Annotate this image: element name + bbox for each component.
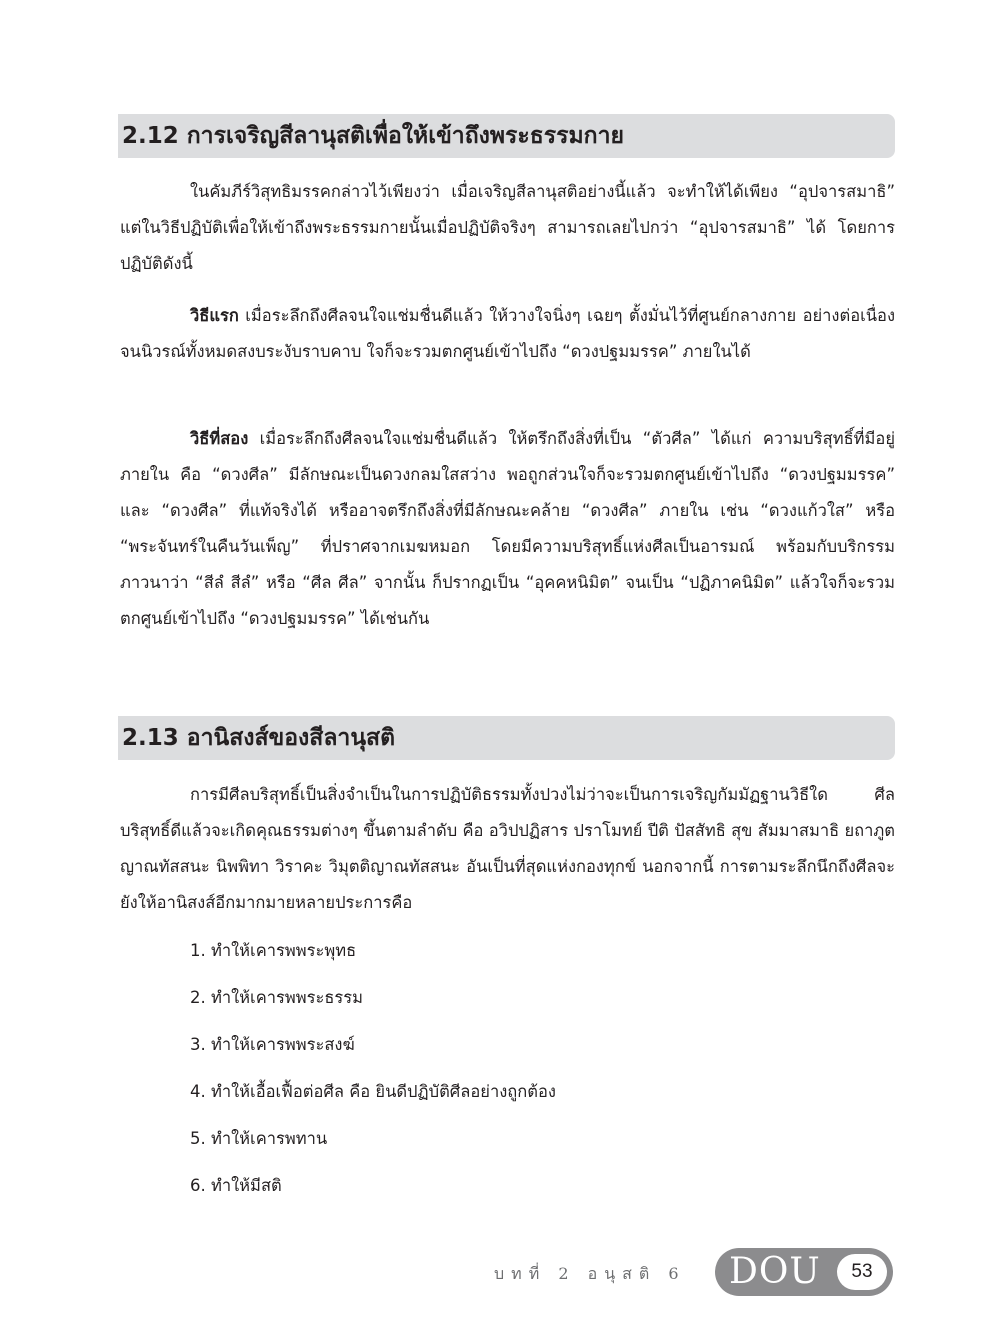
method-1-text: เมื่อระลึกถึงศีลจนใจแช่มชื่นดีแล้ว ให้วางใจนิ่งๆ เฉยๆ ตั้งมั่นไว้ที่ศูนย์กลางกาย อย่างต่อเนื่อง จนนิวรณ์ทั้งหมดสงบระงับราบคาบ ใจก็จะรวมตกศูนย์เข้าไปถึง “ดวงปฐมมรรค” ภายในได้: [120, 306, 895, 361]
method-1-label: วิธีแรก: [190, 306, 239, 325]
method-2-text: เมื่อระลึกถึงศีลจนใจแช่มชื่นดีแล้ว ให้ตรึกถึงสิ่งที่เป็น “ตัวศีล” ได้แก่ ความบริสุทธิ์ที่มีอยู่ภายใน คือ “ดวงศีล” มีลักษณะเป็นดวงกลมใสสว่าง พอถูกส่วนใจก็จะรวมตกศูนย์เข้าไปถึง “ดวงปฐมมรรค” และ “ดวงศีล” ที่แท้จริงได้ หรืออาจตรึกถึงสิ่งที่มีลักษณะคล้าย “ดวงศีล” ภายใน เช่น “ดวงแก้วใส” หรือ “พระจันทร์ในคืนวันเพ็ญ” ที่ปราศจากเมฆหมอก โดยมีความบริสุทธิ์แห่งศีลเป็นอารมณ์ พร้อมกับบริกรรมภาวนาว่า “สีลํ สีลํ” หรือ “ศีล ศีล” จากนั้น ก็ปรากฏเป็น “อุคคหนิมิต” จนเป็น “ปฏิภาคนิมิต” แล้วใจก็จะรวมตกศูนย์เข้าไปถึง “ดวงปฐมมรรค” ได้เช่นกัน: [120, 429, 895, 628]
chapter-label: บทที่ 2 อนุสติ 6: [494, 1264, 686, 1283]
method-2-label: วิธีที่สอง: [190, 429, 249, 448]
list-item: 4. ทำให้เอื้อเฟื้อต่อศีล คือ ยินดีปฏิบัติศีลอย่างถูกต้อง: [190, 1082, 556, 1101]
list-item: 2. ทำให้เคารพพระธรรม: [190, 988, 364, 1007]
brand-logo-text: DOU: [729, 1251, 821, 1292]
list-item: 1. ทำให้เคารพพระพุทธ: [190, 941, 357, 960]
section-2-13-heading: [118, 716, 895, 760]
section-2-13-intro: การมีศีลบริสุทธิ์เป็นสิ่งจำเป็นในการปฏิบัติธรรมทั้งปวงไม่ว่าจะเป็นการเจริญกัมมัฏฐานวิธีใด ศีลบริสุทธิ์ดีแล้วจะเกิดคุณธรรมต่างๆ ขึ้นตามลำดับ คือ อวิปปฏิสาร ปราโมทย์ ปีติ ปัสสัทธิ สุข สัมมาสมาธิ ยถาภูตญาณทัสสนะ นิพพิทา วิราคะ วิมุตติญาณทัสสนะ อันเป็นที่สุดแห่งกองทุกข์ นอกจากนี้ การตามระลึกนึกถึงศีลจะยังให้อานิสงส์อีกมากมายหลายประการคือ: [120, 785, 895, 912]
method-1-paragraph: [120, 298, 895, 370]
page-badge: [715, 1248, 893, 1296]
benefits-list: [190, 933, 556, 1215]
section-2-12-title: 2.12 การเจริญสีลานุสติเพื่อให้เข้าถึงพระธรรมกาย: [122, 123, 624, 149]
method-2-paragraph: [120, 421, 895, 637]
page-number: 53: [837, 1254, 887, 1290]
section-2-13-title: 2.13 อานิสงส์ของสีลานุสติ: [122, 725, 396, 751]
section-2-12-heading: [118, 114, 895, 158]
section-2-12-intro: ในคัมภีร์วิสุทธิมรรคกล่าวไว้เพียงว่า เมื่อเจริญสีลานุสติอย่างนี้แล้ว จะทำให้ได้เพียง “อุปจารสมาธิ” แต่ในวิธีปฏิบัติเพื่อให้เข้าถึงพระธรรมกายนั้นเมื่อปฏิบัติจริงๆ สามารถเลยไปกว่า “อุปจารสมาธิ” ได้ โดยการปฏิบัติดังนี้: [120, 182, 895, 273]
list-item: 3. ทำให้เคารพพระสงฆ์: [190, 1035, 355, 1054]
list-item: 6. ทำให้มีสติ: [190, 1176, 282, 1195]
list-item: 5. ทำให้เคารพทาน: [190, 1129, 328, 1148]
